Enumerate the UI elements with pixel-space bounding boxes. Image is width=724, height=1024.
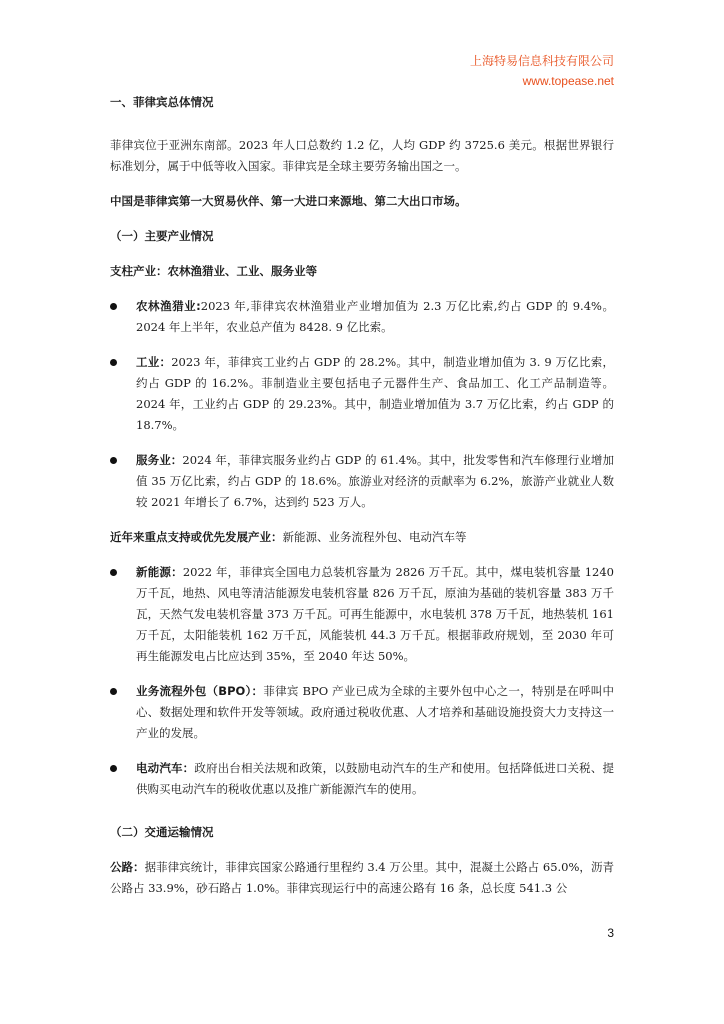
pillar-industries-text: 农林渔猎业、工业、服务业等 [167,264,317,278]
paragraph-roads [110,857,614,899]
bullet-text: 政府出台相关法规和政策，以鼓励电动汽车的生产和使用。包括降低进口关税、提供购买电动汽车的税收优惠以及推广新能源汽车的使用。 [136,761,614,796]
bullet-electric-vehicles [110,758,614,800]
bullet-new-energy [110,562,614,667]
bullet-industry [110,352,614,436]
paragraph-trade-partner: 中国是菲律宾第一大贸易伙伴、第一大进口来源地、第二大出口市场。 [110,194,467,208]
bullet-services [110,450,614,513]
pillar-industries-label: 支柱产业： [110,264,168,278]
document-body [110,92,614,899]
page-number: 3 [607,926,614,940]
bullet-dot-icon [110,765,117,772]
bullet-dot-icon [110,457,117,464]
bullet-label: 服务业： [136,453,183,467]
header-website: www.topease.net [522,74,614,88]
section-title-transport: （二）交通运输情况 [110,825,214,839]
section-title-overview: 一、菲律宾总体情况 [110,95,214,109]
header-company-name: 上海特易信息科技有限公司 [469,54,614,68]
priority-industries-label: 近年来重点支持或优先发展产业： [110,530,283,544]
bullet-dot-icon [110,569,117,576]
bullet-label: 新能源： [136,565,183,579]
bullet-bpo [110,681,614,744]
bullet-dot-icon [110,303,117,310]
bullet-text: 2022 年，菲律宾全国电力总装机容量为 2826 万千瓦。其中，煤电装机容量 1240 万千瓦，地热、风电等清洁能源发电装机容量 826 万千瓦，原油为基础的装机容量 383 万千瓦，天然气发电装机容量 373 万千瓦。可再生能源中，水电装机 378 万千瓦，地热装机 161 万千瓦，太阳能装机 162 万千瓦，风能装机 44.3 万千瓦。根据菲政府规划，至 2030 年可再生能源发电占比应达到 35%，至 2040 年达 50%。 [136,565,614,663]
paragraph-overview: 菲律宾位于亚洲东南部。2023 年人口总数约 1.2 亿，人均 GDP 约 3725.6 美元。根据世界银行标准划分，属于中低等收入国家。菲律宾是全球主要劳务输出国之一。 [110,138,614,173]
roads-text: 据菲律宾统计，菲律宾国家公路通行里程约 3.4 万公里。其中，混凝土公路占 65.0%，沥青公路占 33.9%，砂石路占 1.0%。菲律宾现运行中的高速公路有 16 条，总长度 541.3 公 [110,860,614,895]
pillar-industries-line [110,261,614,282]
bullet-agriculture [110,296,614,338]
bullet-label: 工业： [136,355,172,369]
bullet-label: 农林渔猎业: [136,299,201,313]
bullet-label: 业务流程外包（BPO）： [136,684,264,698]
bullet-dot-icon [110,359,117,366]
priority-industries-text: 新能源、业务流程外包、电动汽车等 [282,530,467,544]
bullet-text: 2023 年，菲律宾工业约占 GDP 的 28.2%。其中，制造业增加值为 3. 9 万亿比索，约占 GDP 的 16.2%。菲制造业主要包括电子元器件生产、食品加工、化工产品制造等。2024 年，工业约占 GDP 的 29.23%。其中，制造业增加值为 3.7 万亿比索，约占 GDP 的 18.7%。 [136,355,615,432]
bullet-text: 菲律宾 BPO 产业已成为全球的主要外包中心之一，特别是在呼叫中心、数据处理和软件开发等领域。政府通过税收优惠、人才培养和基础设施投资大力支持这一产业的发展。 [136,684,614,740]
bullet-text: 2024 年，菲律宾服务业约占 GDP 的 61.4%。其中，批发零售和汽车修理行业增加值 35 万亿比索，约占 GDP 的 18.6%。旅游业对经济的贡献率为 6.2%，旅游产业就业人数较 2021 年增长了 6.7%，达到约 523 万人。 [136,453,615,509]
bullet-label: 电动汽车： [136,761,195,775]
priority-industries-line [110,527,614,548]
bullet-text: 2023 年,菲律宾农林渔猎业产业增加值为 2.3 万亿比索,约占 GDP 的 9.4%。2024 年上半年，农业总产值为 8428. 9 亿比索。 [136,299,614,334]
roads-label: 公路： [110,860,145,874]
section-title-industries: （一）主要产业情况 [110,229,214,243]
bullet-dot-icon [110,688,117,695]
